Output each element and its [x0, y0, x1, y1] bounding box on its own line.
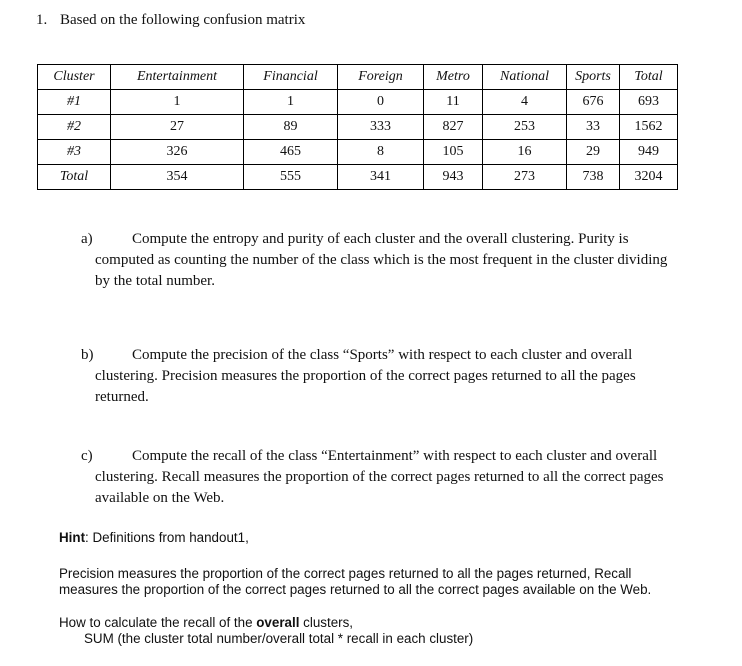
hint-formula: SUM (the cluster total number/overall total * recall in each cluster): [84, 631, 474, 646]
table-cell: 8: [338, 140, 424, 165]
row-label: #3: [38, 140, 111, 165]
hint-intro: : Definitions from handout1,: [85, 530, 249, 545]
table-cell: 555: [244, 165, 338, 190]
table-cell: 738: [567, 165, 620, 190]
part-c: [81, 446, 685, 509]
confusion-matrix-table: [37, 64, 678, 190]
row-label: #2: [38, 115, 111, 140]
part-a: [81, 229, 685, 292]
header-national: National: [483, 65, 567, 90]
part-b-label: b): [81, 347, 94, 363]
table-cell: 1: [244, 90, 338, 115]
part-b-text: Compute the precision of the class “Sports” with respect to each cluster and overall clustering. Precision measures the proportion of the correct pages returned to all the pages returned.: [95, 347, 636, 405]
table-cell: 3204: [620, 165, 678, 190]
hint-label: Hint: [59, 530, 86, 545]
table-cell: 326: [111, 140, 244, 165]
part-a-label: a): [81, 231, 93, 247]
table-row: [38, 90, 678, 115]
recall-line-bold: overall: [256, 615, 300, 630]
part-c-text: Compute the recall of the class “Entertainment” with respect to each cluster and overall clustering. Recall measures the proportion of the correct pages returned to all the correct pages available on the Web.: [95, 448, 664, 506]
table-cell: 1562: [620, 115, 678, 140]
part-b: [81, 345, 685, 408]
table-cell: 105: [424, 140, 483, 165]
header-metro: Metro: [424, 65, 483, 90]
table-cell: 0: [338, 90, 424, 115]
header-entertainment: Entertainment: [111, 65, 244, 90]
table-cell: 943: [424, 165, 483, 190]
recall-line-suffix: clusters,: [299, 615, 354, 630]
question-title: Based on the following confusion matrix: [60, 12, 306, 28]
table-header-row: [38, 65, 678, 90]
table-cell: 27: [111, 115, 244, 140]
question-number: 1.: [36, 12, 48, 28]
table-cell: 273: [483, 165, 567, 190]
hint-heading: [59, 530, 249, 545]
table-cell: 29: [567, 140, 620, 165]
header-financial: Financial: [244, 65, 338, 90]
table-total-row: [38, 165, 678, 190]
recall-line-prefix: How to calculate the recall of the: [59, 615, 257, 630]
question-heading: [36, 12, 305, 29]
header-cluster: Cluster: [38, 65, 111, 90]
table-cell: 33: [567, 115, 620, 140]
table-cell: 333: [338, 115, 424, 140]
hint-recall-line: [59, 615, 353, 630]
header-foreign: Foreign: [338, 65, 424, 90]
table-cell: 341: [338, 165, 424, 190]
table-cell: 4: [483, 90, 567, 115]
part-c-label: c): [81, 448, 93, 464]
table-cell: 89: [244, 115, 338, 140]
table-cell: 676: [567, 90, 620, 115]
header-total: Total: [620, 65, 678, 90]
table-cell: 11: [424, 90, 483, 115]
hint-definition-line-1: Precision measures the proportion of the correct pages returned to all the pages returned, Recall: [59, 566, 632, 581]
table-cell: 1: [111, 90, 244, 115]
table-cell: 827: [424, 115, 483, 140]
row-label: Total: [38, 165, 111, 190]
header-sports: Sports: [567, 65, 620, 90]
table-row: [38, 140, 678, 165]
hint-definition-line-2: measures the proportion of the correct pages returned to all the correct pages available on the Web.: [59, 582, 652, 597]
table-row: [38, 115, 678, 140]
table-cell: 16: [483, 140, 567, 165]
table-cell: 253: [483, 115, 567, 140]
table-cell: 949: [620, 140, 678, 165]
table-cell: 693: [620, 90, 678, 115]
table-cell: 465: [244, 140, 338, 165]
part-a-text: Compute the entropy and purity of each cluster and the overall clustering. Purity is computed as counting the number of the class which is the most frequent in the cluster dividing by the total number.: [95, 231, 668, 289]
row-label: #1: [38, 90, 111, 115]
table-cell: 354: [111, 165, 244, 190]
